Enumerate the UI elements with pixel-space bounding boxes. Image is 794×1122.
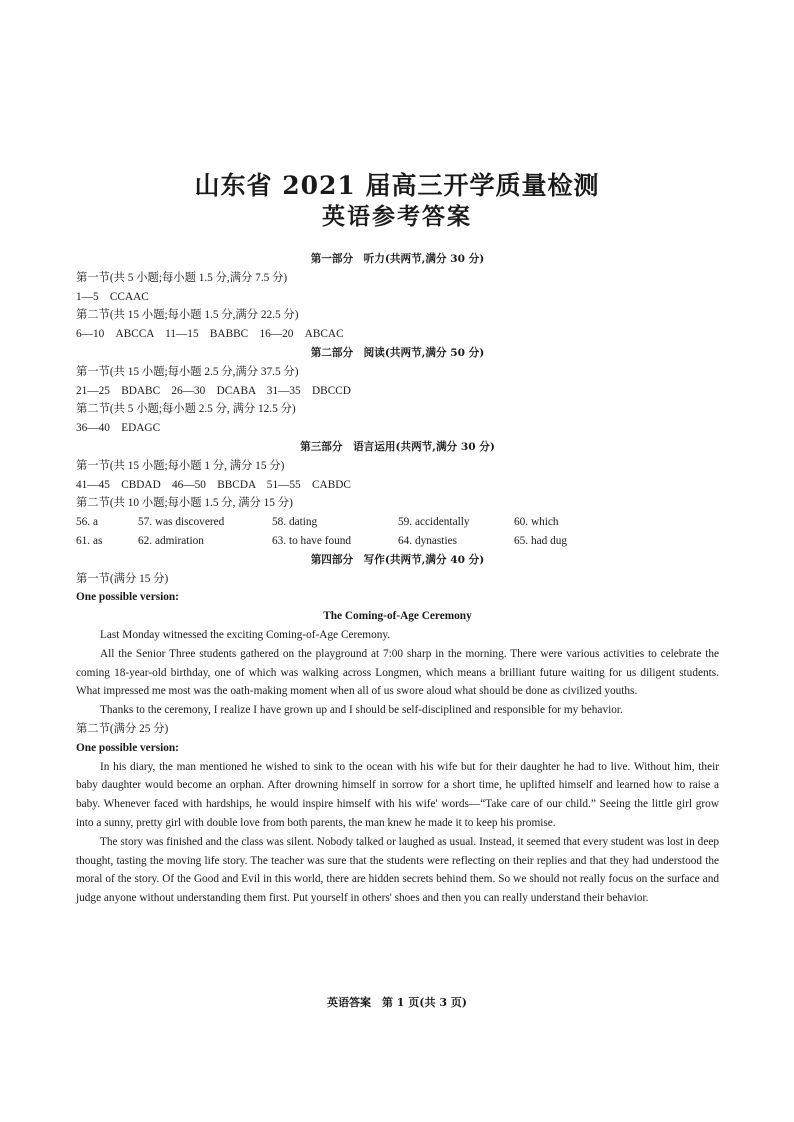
fill-answer: 57. was discovered: [138, 516, 225, 529]
part1-section2-answers: 6—10 ABCCA 11—15 BABBC 16—20 ABCAC: [76, 328, 344, 341]
page-footer: 英语答案 第 1 页(共 3 页): [326, 996, 468, 1009]
part3-section1-label: 第一节(共 15 小题;每小题 1 分, 满分 15 分): [76, 459, 285, 472]
essay-paragraph: All the Senior Three students gathered on the playground at 7:00 sharp in the morning. There were various activities to celebrate the coming 18-year-old birthday, one of which was walking across Longmen, which means a brilliant future waiting for us diligent students. What impressed me most was the oath-making moment when all of us swore aloud what should be done as civilized youths.: [76, 647, 719, 698]
essay-title: The Coming-of-Age Ceremony: [323, 610, 472, 623]
fill-answer: 56. a: [76, 516, 98, 529]
page-subtitle: 英语参考答案: [322, 203, 472, 230]
part2-section1-answers: 21—25 BDABC 26—30 DCABA 31—35 DBCCD: [76, 384, 351, 397]
essay-paragraph: Last Monday witnessed the exciting Coming-of-Age Ceremony.: [100, 628, 391, 641]
page-title: 山东省 2021 届高三开学质量检测: [194, 171, 600, 200]
fill-answer: 65. had dug: [514, 534, 568, 547]
essay-paragraph: Thanks to the ceremony, I realize I have grown up and I should be self-disciplined and responsible for my behavior.: [100, 704, 623, 717]
fill-answer: 60. which: [514, 516, 559, 529]
story-paragraph: The story was finished and the class was silent. Nobody talked or laughed as usual. Instead, it seemed that every student was lost in deep thought, tasting the moving life story. The teacher was sure that the students were reflecting on their replies and that they had understood the moral of the story. Of the Good and Evil in this world, there are hidden secrets behind them. So we should not really focus on the surface and judge anyone without understanding them first. Put yourself in others' shoes and then you can really understand their behavior.: [76, 835, 719, 905]
fill-answers-row-2: [76, 532, 719, 551]
fill-answers-row-1: [76, 513, 719, 532]
part2-heading: 第二部分 阅读(共两节,满分 50 分): [310, 346, 485, 359]
fill-answer: 59. accidentally: [398, 516, 470, 529]
part2-section1-label: 第一节(共 15 小题;每小题 2.5 分,满分 37.5 分): [76, 365, 299, 378]
part2-section2-label: 第二节(共 5 小题;每小题 2.5 分, 满分 12.5 分): [76, 403, 296, 416]
fill-answer: 64. dynasties: [398, 534, 457, 547]
part3-heading: 第三部分 语言运用(共两节,满分 30 分): [300, 440, 495, 453]
part4-section2-label: 第二节(满分 25 分): [76, 722, 169, 735]
part4-section1-label: 第一节(满分 15 分): [76, 572, 169, 585]
fill-answer: 62. admiration: [138, 534, 204, 547]
part1-section1-label: 第一节(共 5 小题;每小题 1.5 分,满分 7.5 分): [76, 271, 288, 284]
part3-section2-label: 第二节(共 10 小题;每小题 1.5 分, 满分 15 分): [76, 497, 293, 510]
part1-section2-label: 第二节(共 15 小题;每小题 1.5 分,满分 22.5 分): [76, 309, 299, 322]
fill-answer: 58. dating: [272, 516, 318, 529]
possible-version-label: One possible version:: [76, 591, 179, 604]
part2-section2-answers: 36—40 EDAGC: [76, 422, 161, 435]
part1-heading: 第一部分 听力(共两节,满分 30 分): [310, 253, 485, 265]
fill-answer: 63. to have found: [272, 534, 352, 547]
part3-section1-answers: 41—45 CBDAD 46—50 BBCDA 51—55 CABDC: [76, 478, 351, 491]
part1-section1-answers: 1—5 CCAAC: [76, 290, 149, 303]
story-paragraph: In his diary, the man mentioned he wished to sink to the ocean with his wife but for their daughter he had to live. Without him, their baby daughter would become an orphan. After drowning himself in sorrow for a short time, he uplifted himself and learned how to raise a baby. Whenever faced with hardships, he would inspire himself with his wife' words—“Take care of our child.” Seeing the little girl grow into a sunny, pretty girl with double love from both parents, the man knew he made it to keep his promise.: [76, 760, 719, 829]
fill-answer: 61. as: [76, 534, 103, 547]
possible-version-label: One possible version:: [76, 741, 179, 754]
part4-heading: 第四部分 写作(共两节,满分 40 分): [310, 553, 485, 566]
answer-content: [76, 250, 719, 908]
